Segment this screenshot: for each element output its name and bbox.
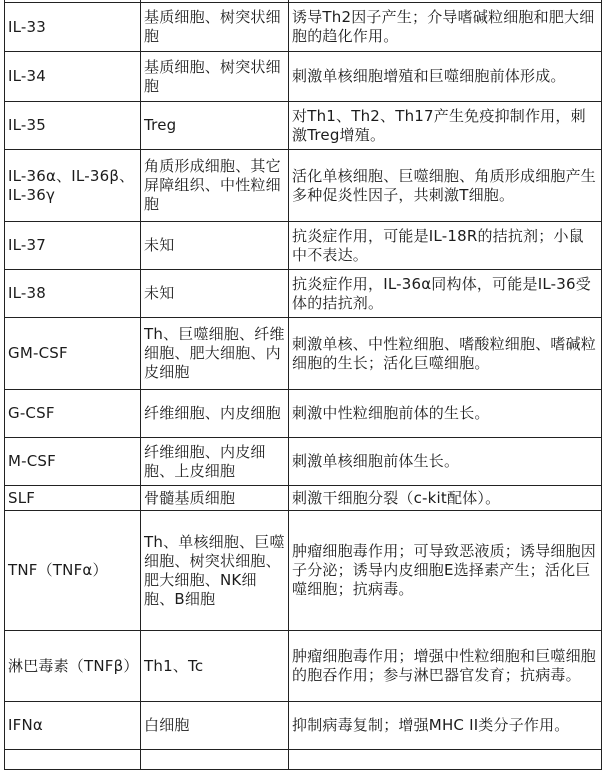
cytokine-function: 诱导Th2因子产生；介导嗜碱粒细胞和肥大细胞的趋化作用。 (289, 3, 602, 52)
cytokine-source: 未知 (141, 222, 289, 270)
cytokine-function: 对Th1、Th2、Th17产生免疫抑制作用，刺激Treg增殖。 (289, 102, 602, 150)
cytokine-function: 活化单核细胞、巨噬细胞、角质形成细胞产生多种促炎性因子，共刺激T细胞。 (289, 150, 602, 222)
cytokine-source: 基质细胞、树突状细胞 (141, 52, 289, 102)
cytokine-source: 角质形成细胞、其它屏障组织、中性粒细胞 (141, 150, 289, 222)
table-row (5, 222, 602, 270)
cytokine-source: 纤维细胞、内皮细胞、上皮细胞 (141, 438, 289, 486)
cytokine-function: 抗炎症作用，可能是IL-18R的拮抗剂；小鼠中不表达。 (289, 222, 602, 270)
cytokine-source (141, 750, 289, 770)
cytokine-source: 白细胞 (141, 702, 289, 750)
table-row (5, 150, 602, 222)
table-row (5, 511, 602, 631)
cytokine-name (5, 750, 141, 770)
cytokine-function (289, 750, 602, 770)
cytokine-source: 纤维细胞、内皮细胞 (141, 390, 289, 438)
cytokine-source: Th、巨噬细胞、纤维细胞、肥大细胞、内皮细胞 (141, 318, 289, 390)
table-row (5, 102, 602, 150)
cytokine-source: Th1、Tc (141, 631, 289, 702)
cytokine-name: IL-35 (5, 102, 141, 150)
cytokine-name: IL-38 (5, 270, 141, 318)
cytokine-source: 未知 (141, 270, 289, 318)
cytokine-name: TNF（TNFα） (5, 511, 141, 631)
table-row (5, 3, 602, 52)
cytokine-name: 淋巴毒素（TNFβ） (5, 631, 141, 702)
table-row (5, 390, 602, 438)
cytokine-source: Treg (141, 102, 289, 150)
table-row (5, 750, 602, 770)
cytokine-table (4, 0, 602, 770)
cytokine-table-container (4, 0, 601, 770)
table-row (5, 438, 602, 486)
table-row (5, 702, 602, 750)
table-row (5, 52, 602, 102)
table-row (5, 486, 602, 511)
cytokine-function: 刺激单核、中性粒细胞、嗜酸粒细胞、嗜碱粒细胞的生长；活化巨噬细胞。 (289, 318, 602, 390)
cytokine-function: 刺激单核细胞增殖和巨噬细胞前体形成。 (289, 52, 602, 102)
cytokine-name: IL-36α、IL-36β、IL-36γ (5, 150, 141, 222)
cytokine-name: IL-37 (5, 222, 141, 270)
table-row (5, 318, 602, 390)
cytokine-function: 肿瘤细胞毒作用；可导致恶液质；诱导细胞因子分泌；诱导内皮细胞E选择素产生；活化巨噬细胞；抗病毒。 (289, 511, 602, 631)
cytokine-function: 抑制病毒复制；增强MHC II类分子作用。 (289, 702, 602, 750)
cytokine-name: IL-33 (5, 3, 141, 52)
cytokine-function: 刺激中性粒细胞前体的生长。 (289, 390, 602, 438)
table-row (5, 631, 602, 702)
cytokine-function: 肿瘤细胞毒作用；增强中性粒细胞和巨噬细胞的胞吞作用；参与淋巴器官发育；抗病毒。 (289, 631, 602, 702)
cytokine-name: IL-34 (5, 52, 141, 102)
cytokine-source: Th、单核细胞、巨噬细胞、树突状细胞、肥大细胞、NK细胞、B细胞 (141, 511, 289, 631)
cytokine-name: G-CSF (5, 390, 141, 438)
cytokine-function: 抗炎症作用，IL-36α同构体，可能是IL-36受体的拮抗剂。 (289, 270, 602, 318)
table-row (5, 270, 602, 318)
cytokine-function: 刺激单核细胞前体生长。 (289, 438, 602, 486)
cytokine-source: 骨髓基质细胞 (141, 486, 289, 511)
cytokine-name: IFNα (5, 702, 141, 750)
cytokine-name: GM-CSF (5, 318, 141, 390)
cytokine-name: M-CSF (5, 438, 141, 486)
cytokine-function: 刺激干细胞分裂（c-kit配体）。 (289, 486, 602, 511)
cytokine-source: 基质细胞、树突状细胞 (141, 3, 289, 52)
cytokine-name: SLF (5, 486, 141, 511)
